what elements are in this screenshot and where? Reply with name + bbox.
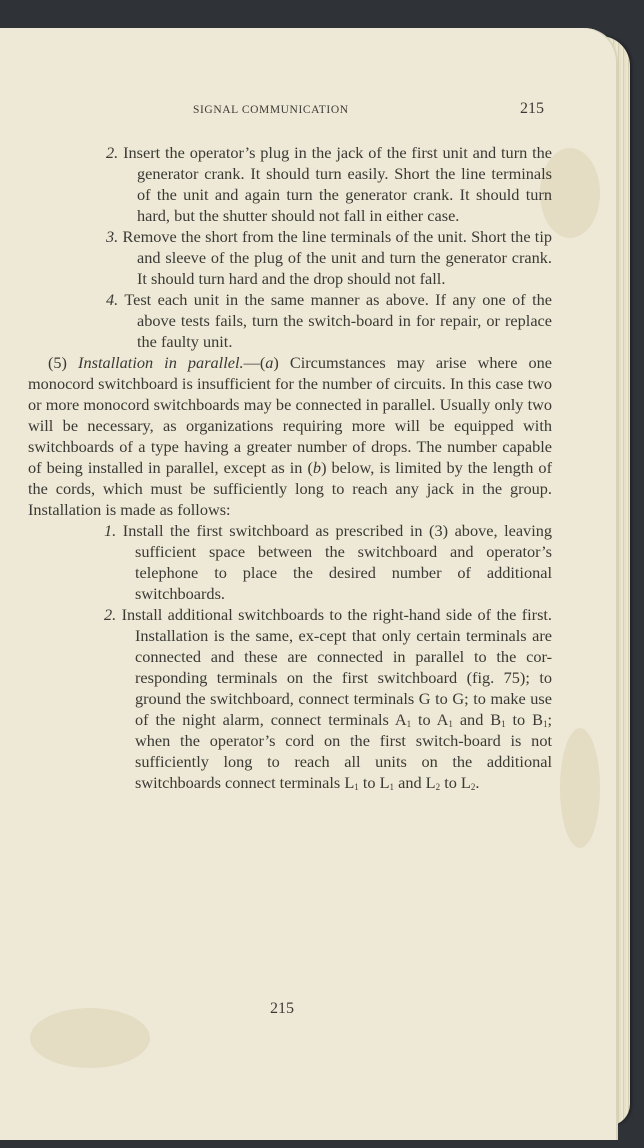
- list-item: 1. Install the first switchboard as prescribed in (3) above, leaving sufficient space between the switchboard and operator’s telephone to place the desired number of additional switchboards.: [104, 521, 553, 603]
- page-number-top: 215: [520, 100, 544, 117]
- page-number-bottom: 215: [270, 1000, 294, 1017]
- list-item: 2. Install additional switchboards to the right-hand side of the first. Installation is the same, ex-cept that only certain terminals are connected and these are connected in parallel to the cor-responding terminals on the first switchboard (fig. 75); to ground the switchboard, connect terminals G to G; to make use of the night alarm, connect terminals $A_1$ to $A_1$ and $B_1$ to $B_1$; when the operator’s cord on the first switch-board is not sufficiently long to reach all units on the additional switchboards connect terminals $L_1$ to $L_1$ and $L_2$ to $L_2$.: [104, 605, 552, 792]
- section-heading: Installation in parallel.: [78, 353, 244, 372]
- page-header: [0, 100, 618, 124]
- running-head: SIGNAL COMMUNICATION: [193, 104, 349, 116]
- section-paragraph: (5) Installation in parallel.—(a) Circumstances may arise where one monocord switchboard is insufficient for the number of circuits. In this case two or more monocord switchboards may be connected in parallel. Usually only two will be necessary, as organizations requiring more will be equipped with switchboards of a type having a greater number of drops. The number capable of being installed in parallel, except as in (b) below, is limited by the length of the cords, which must be sufficiently long to reach any jack in the group. Installation is made as follows:: [28, 353, 553, 519]
- list-item: 2. Insert the operator’s plug in the jack of the first unit and turn the generator crank. It should turn easily. Short the line terminals of the unit and again turn the generator crank. It should turn hard, but the shutter should not fall in either case.: [106, 143, 552, 225]
- list-item: 3. Remove the short from the line terminals of the unit. Short the tip and sleeve of the plug of the unit and turn the generator crank. It should turn hard and the drop should not fall.: [106, 227, 552, 288]
- page-body: [28, 142, 552, 793]
- list-item: 4. Test each unit in the same manner as above. If any one of the above tests fails, turn the switch-board in for repair, or replace the faulty unit.: [106, 290, 552, 351]
